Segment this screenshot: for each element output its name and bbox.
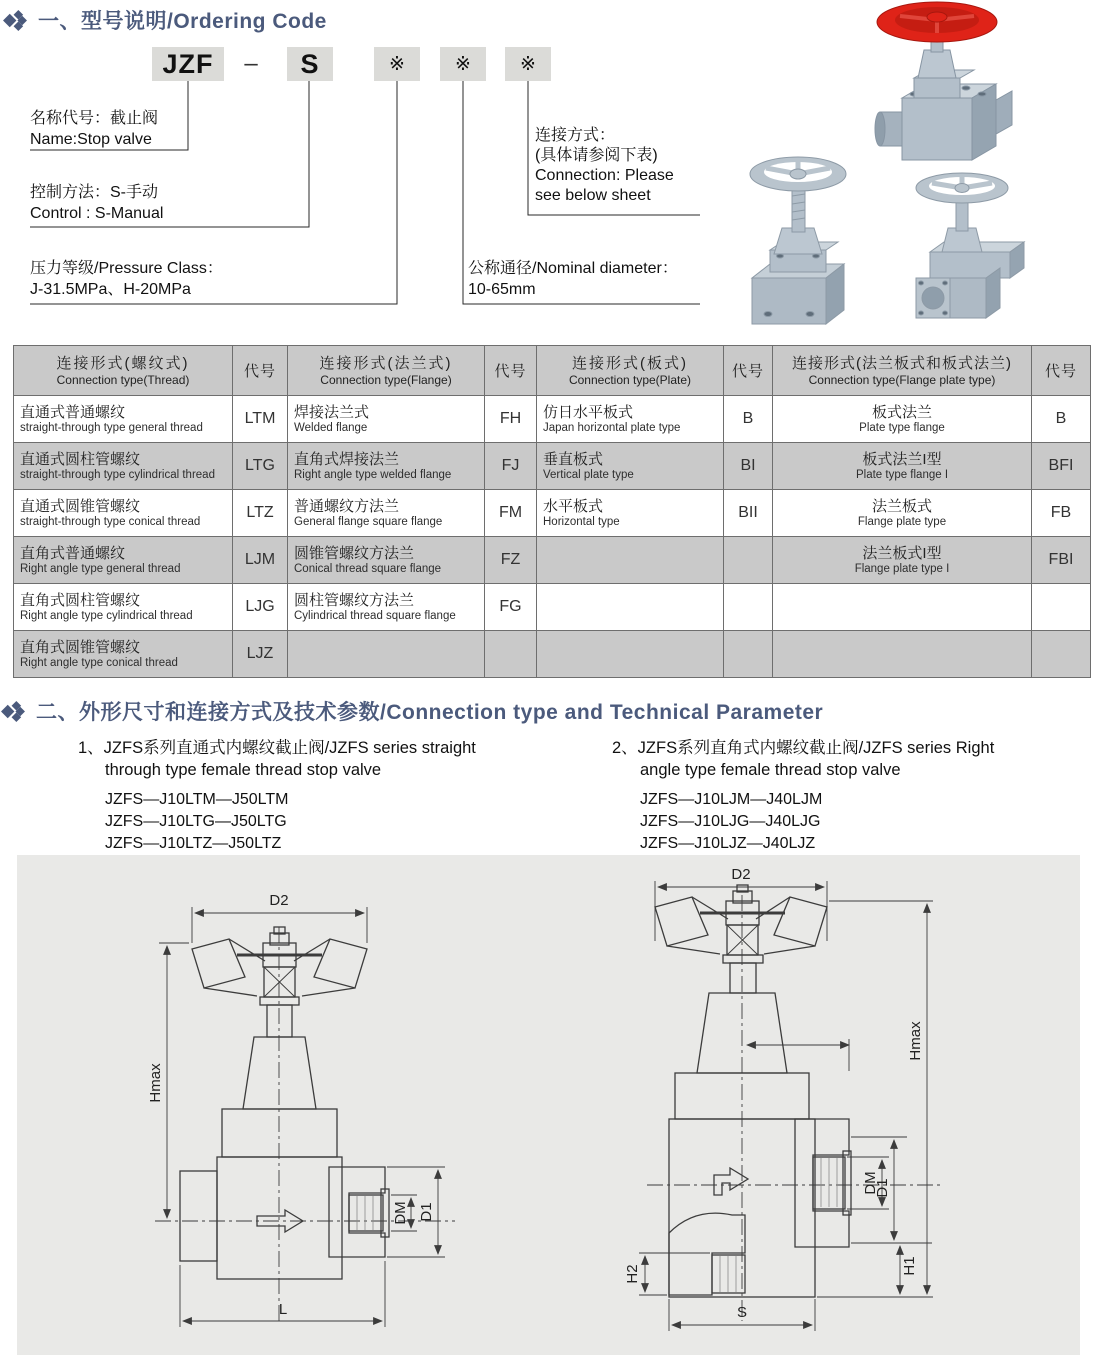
subsection2-model-list [640, 789, 822, 855]
connection-cell: 垂直板式 Vertical plate type [537, 443, 724, 490]
code-cell: FJ [485, 443, 537, 490]
model-item: JZFS—J10LTG—J50LTG [105, 813, 287, 830]
connection-cell: 直通式圆柱管螺纹 straight-through type cylindrical thread [14, 443, 233, 490]
model-item: JZFS—J10LJG—J40LJG [640, 813, 821, 830]
dim-label-hmax: Hmax [147, 1063, 164, 1103]
code-cell: LTM [233, 396, 288, 443]
connection-cell: 直角式焊接法兰 Right angle type welded flange [288, 443, 485, 490]
code-cell: BI [724, 443, 773, 490]
connection-cell [537, 537, 724, 584]
table-row [14, 490, 1091, 537]
code-cell: LTZ [233, 490, 288, 537]
connection-cell [773, 584, 1032, 631]
code-cell: FG [485, 584, 537, 631]
code-cell: LJG [233, 584, 288, 631]
code-cell: FM [485, 490, 537, 537]
code-cell: FBI [1032, 537, 1091, 584]
model-item: JZFS—J10LJZ—J40LJZ [640, 835, 816, 852]
code-cell: LJZ [233, 631, 288, 678]
product-photo-red-handwheel-valve [850, 0, 1025, 172]
connection-cell [537, 584, 724, 631]
header-code-3: 代号 [724, 346, 773, 396]
model-item: JZFS—J10LJM—J40LJM [640, 791, 823, 808]
subsection1-title: 1、JZFS系列直通式内螺纹截止阀/JZFS series straight through type female thread stop valve [78, 739, 476, 779]
dim-label-h2: H2 [624, 1264, 641, 1284]
section2-heading [0, 696, 823, 726]
ordering-box-ref3: ※ [505, 47, 551, 81]
connection-cell: 直通式普通螺纹 straight-through type general thread [14, 396, 233, 443]
pressure-label: 压力等级/Pressure Class： J-31.5MPa、H-20MPa [30, 260, 223, 298]
header-thread: 连接形式(螺纹式) Connection type(Thread) [14, 346, 233, 396]
ordering-box-ref1: ※ [374, 47, 420, 81]
table-header-row [14, 346, 1091, 396]
diamond-cluster-icon [2, 9, 28, 32]
product-photo-right-angle-valve [890, 168, 1035, 323]
connection-cell: 圆锥管螺纹方法兰 Conical thread square flange [288, 537, 485, 584]
connection-cell: 直角式普通螺纹 Right angle type general thread [14, 537, 233, 584]
ordering-dash: – [244, 50, 258, 77]
connection-cell: 普通螺纹方法兰 General flange square flange [288, 490, 485, 537]
connection-label: 连接方式： (具体请参阅下表) Connection: Please see below sheet [535, 127, 674, 204]
code-cell [724, 631, 773, 678]
connection-cell: 法兰板式 Flange plate type [773, 490, 1032, 537]
connection-cell [773, 631, 1032, 678]
section2-title: 二、外形尺寸和连接方式及技术参数/Connection type and Technical Parameter [36, 701, 824, 724]
table-row [14, 631, 1091, 678]
dim-label-dm: DM [862, 1171, 879, 1195]
dim-label-h1: H1 [901, 1256, 918, 1276]
code-cell [724, 537, 773, 584]
technical-drawings-panel [17, 855, 1080, 1355]
dim-label-d2: D2 [269, 892, 289, 909]
code-cell: FZ [485, 537, 537, 584]
header-code-4: 代号 [1032, 346, 1091, 396]
code-cell [1032, 631, 1091, 678]
connection-cell: 焊接法兰式 Welded flange [288, 396, 485, 443]
connection-cell: 板式法兰I型 Plate type flange I [773, 443, 1032, 490]
ordering-box-s: S [287, 47, 333, 81]
connection-cell: 法兰板式I型 Flange plate type I [773, 537, 1032, 584]
code-cell [1032, 584, 1091, 631]
code-cell: BII [724, 490, 773, 537]
dim-label-d1: D1 [418, 1202, 435, 1222]
code-cell: FH [485, 396, 537, 443]
dim-label-s: S [736, 1304, 748, 1321]
code-cell: B [1032, 396, 1091, 443]
header-flange: 连接形式(法兰式) Connection type(Flange) [288, 346, 485, 396]
connection-cell: 圆柱管螺纹方法兰 Cylindrical thread square flange [288, 584, 485, 631]
connection-cell: 板式法兰 Plate type flange [773, 396, 1032, 443]
section1-heading [2, 5, 327, 35]
code-cell: LJM [233, 537, 288, 584]
code-cell: FB [1032, 490, 1091, 537]
model-item: JZFS—J10LTZ—J50LTZ [105, 835, 282, 852]
dim-label-hmax: Hmax [907, 1021, 924, 1061]
code-cell: BFI [1032, 443, 1091, 490]
dim-label-dm: DM [392, 1201, 409, 1225]
connection-cell: 直角式圆锥管螺纹 Right angle type conical thread [14, 631, 233, 678]
code-cell [485, 631, 537, 678]
connection-cell [288, 631, 485, 678]
header-flange-plate: 连接形式(法兰板式和板式法兰) Connection type(Flange plate type) [773, 346, 1032, 396]
dim-label-d1: D1 [874, 1178, 891, 1198]
drawing-straight-through-valve [17, 855, 537, 1355]
section1-title: 一、型号说明/Ordering Code [38, 10, 327, 33]
code-cell: B [724, 396, 773, 443]
table-row [14, 443, 1091, 490]
drawing-right-angle-valve [597, 855, 1077, 1355]
control-label: 控制方法：S-手动 Control : S-Manual [30, 184, 164, 222]
table-row [14, 584, 1091, 631]
name-label: 名称代号：截止阀 Name:Stop valve [30, 110, 159, 148]
model-item: JZFS—J10LTM—J50LTM [105, 791, 289, 808]
table-row [14, 537, 1091, 584]
ordering-box-ref2: ※ [440, 47, 486, 81]
ordering-box-jzf: JZF [152, 47, 224, 81]
code-cell [724, 584, 773, 631]
dim-label-l: L [278, 1301, 288, 1318]
subsection1-model-list [105, 789, 288, 855]
connection-cell: 水平板式 Horizontal type [537, 490, 724, 537]
product-photo-stepped-base-valve [736, 146, 866, 336]
connection-cell: 仿日水平板式 Japan horizontal plate type [537, 396, 724, 443]
connection-type-table [13, 345, 1091, 678]
connection-cell [537, 631, 724, 678]
connection-cell: 直角式圆柱管螺纹 Right angle type cylindrical thread [14, 584, 233, 631]
header-code-1: 代号 [233, 346, 288, 396]
header-plate: 连接形式(板式) Connection type(Plate) [537, 346, 724, 396]
subsection2-title: 2、JZFS系列直角式内螺纹截止阀/JZFS series Right angle type female thread stop valve [612, 739, 995, 779]
code-cell: LTG [233, 443, 288, 490]
connection-cell: 直通式圆锥管螺纹 straight-through type conical thread [14, 490, 233, 537]
diameter-label: 公称通径/Nominal diameter： 10-65mm [468, 260, 678, 298]
table-row [14, 396, 1091, 443]
diamond-cluster-icon [0, 700, 26, 723]
dim-label-d2: D2 [731, 866, 751, 883]
header-code-2: 代号 [485, 346, 537, 396]
